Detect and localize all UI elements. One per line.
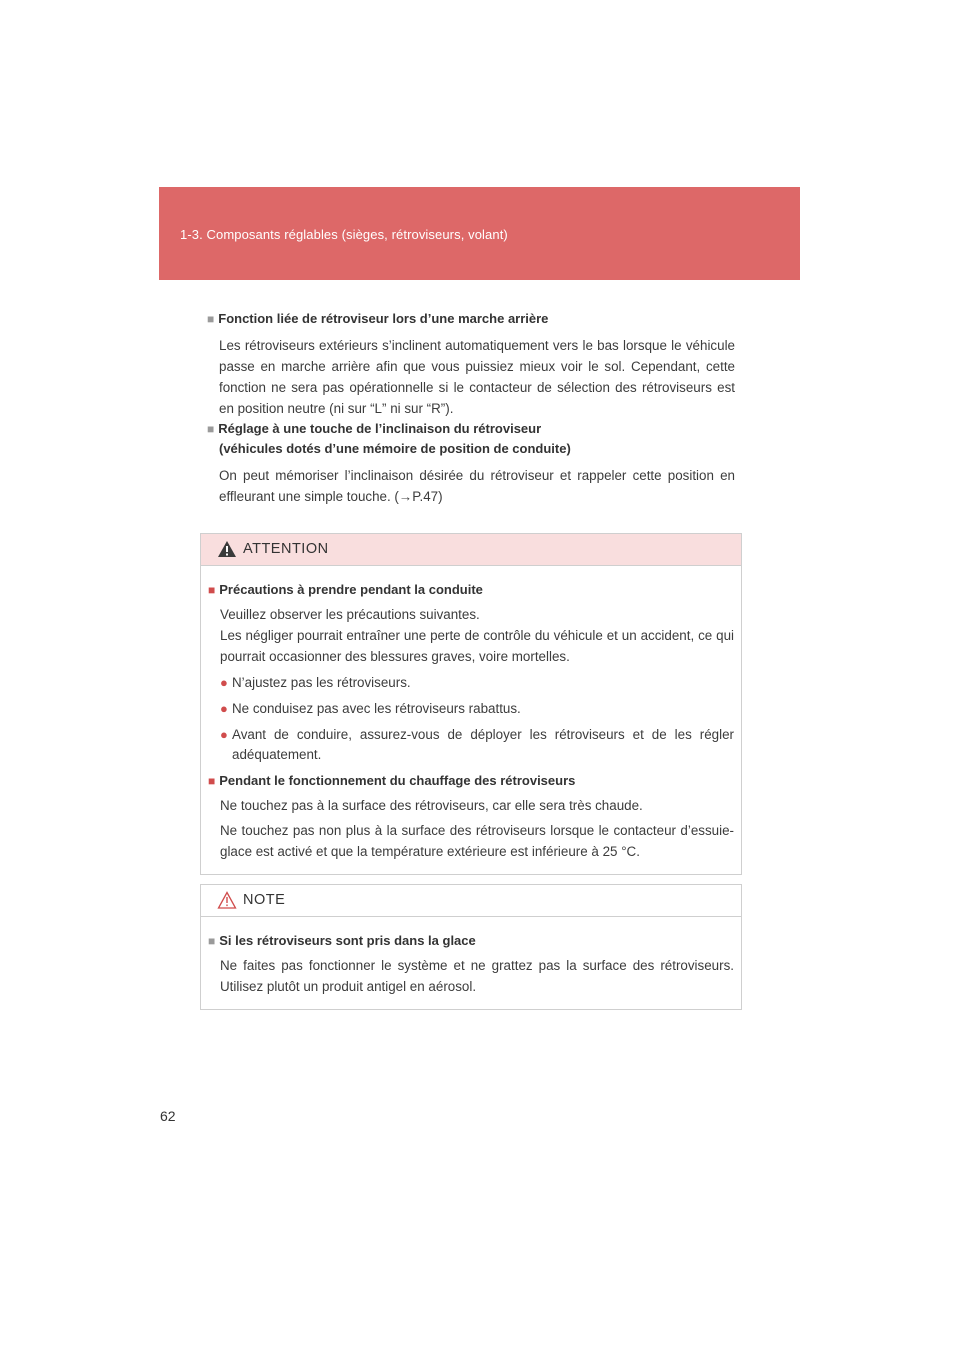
note-body <box>201 917 741 1009</box>
attention-item-heading: ■ Précautions à prendre pendant la conduite <box>208 582 483 597</box>
bullet-dot-icon: ● <box>220 727 228 742</box>
attention-text: Veuillez observer les précautions suivantes. <box>220 607 480 622</box>
section-heading: ■ Fonction liée de rétroviseur lors d’une marche arrière <box>207 311 549 326</box>
section-text: Les rétroviseurs extérieurs s’inclinent automatiquement vers le bas lorsque le véhicule passe en marche arrière afin que vous puissiez mieux voir le sol. Cependant, cette fonction ne sera pas opérationnelle si le contacteur de sélection des rétroviseurs est en position neutre (ni sur “L” ni sur “R”). <box>219 338 735 416</box>
note-heading: ■ Si les rétroviseurs sont pris dans la glace <box>208 933 476 948</box>
section-subheading: (véhicules dotés d’une mémoire de position de conduite) <box>219 441 571 456</box>
attention-item-heading: ■ Pendant le fonctionnement du chauffage des rétroviseurs <box>208 773 576 788</box>
page-number: 62 <box>160 1108 176 1124</box>
square-bullet-icon: ■ <box>208 583 216 597</box>
bullet-dot-icon: ● <box>220 701 228 716</box>
note-text: Ne faites pas fonctionner le système et ne grattez pas la surface des rétroviseurs. Utilisez plutôt un produit antigel en aérosol. <box>220 958 734 994</box>
bullet-dot-icon: ● <box>220 675 228 690</box>
square-bullet-icon: ■ <box>208 774 216 788</box>
warning-icon <box>217 540 237 558</box>
attention-header <box>201 534 741 566</box>
attention-box <box>200 533 742 875</box>
square-bullet-icon: ■ <box>207 312 215 326</box>
section-one-touch-tilt <box>207 419 735 507</box>
attention-bullet: ● N’ajustez pas les rétroviseurs. <box>220 673 734 693</box>
note-header <box>201 885 741 917</box>
chapter-header <box>159 187 800 280</box>
section-text: On peut mémoriser l’inclinaison désirée du rétroviseur et rappeler cette position en effleurant une simple touche. (→P.47) <box>219 468 735 504</box>
note-label: NOTE <box>243 892 286 908</box>
square-bullet-icon: ■ <box>207 422 215 436</box>
chapter-title: 1-3. Composants réglables (sièges, rétroviseurs, volant) <box>180 227 508 242</box>
note-box <box>200 884 742 1010</box>
section-mirror-reverse <box>207 309 735 419</box>
attention-text: Ne touchez pas non plus à la surface des rétroviseurs lorsque le contacteur d’essuie-glace est activé et que la température extérieure est inférieure à 25 °C. <box>220 823 734 859</box>
attention-text: Ne touchez pas à la surface des rétroviseurs, car elle sera très chaude. <box>220 798 643 813</box>
attention-bullet: ● Avant de conduire, assurez-vous de déployer les rétroviseurs et de les régler adéquatement. <box>220 727 734 762</box>
section-heading: ■ Réglage à une touche de l’inclinaison du rétroviseur <box>207 421 542 436</box>
square-bullet-icon: ■ <box>208 934 216 948</box>
attention-body <box>201 566 741 874</box>
attention-text: Les négliger pourrait entraîner une perte de contrôle du véhicule et un accident, ce qui pourrait occasionner des blessures graves, voire mortelles. <box>220 628 734 664</box>
attention-label: ATTENTION <box>243 541 329 557</box>
attention-bullet: ● Ne conduisez pas avec les rétroviseurs rabattus. <box>220 699 734 719</box>
caution-icon <box>217 891 237 909</box>
